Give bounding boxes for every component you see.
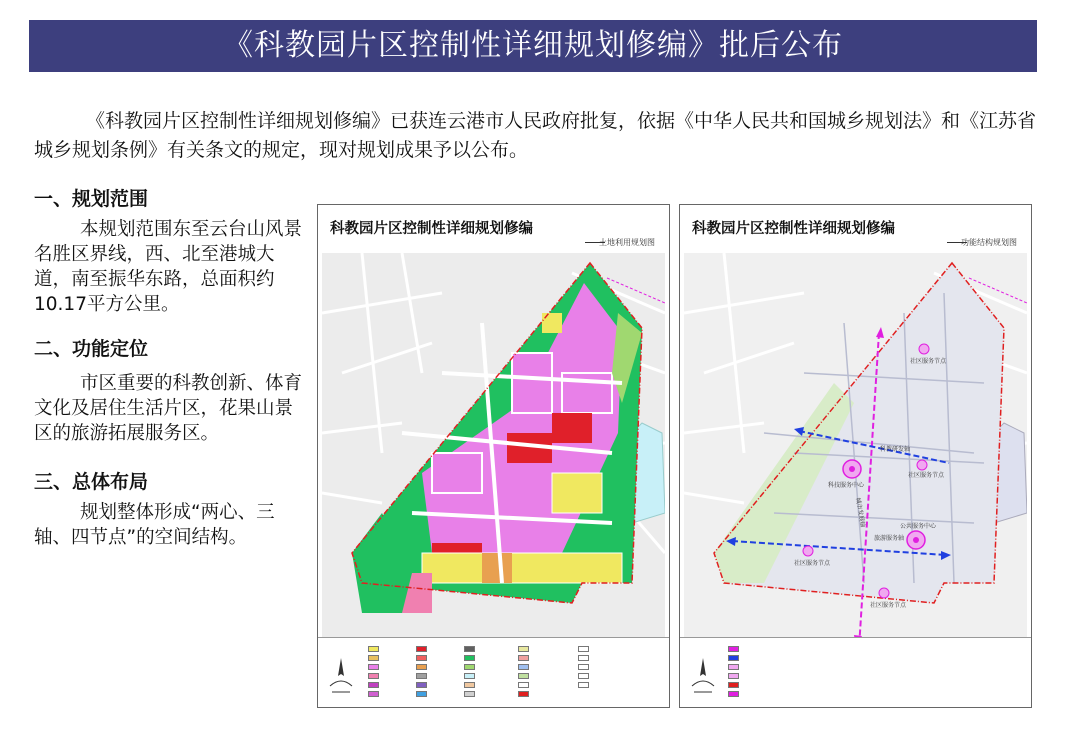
axis-label: 科教研发轴 [880, 446, 911, 453]
map-legend [318, 637, 669, 708]
legend-swatch [416, 673, 429, 679]
functional-structure-map [679, 204, 1032, 708]
legend-swatch [578, 664, 591, 670]
legend-swatch [728, 691, 741, 697]
legend-swatch [518, 664, 531, 670]
legend-swatch [464, 655, 477, 661]
legend-swatch [518, 682, 531, 688]
legend-swatch [464, 691, 477, 697]
legend-swatch [518, 646, 531, 652]
section-body-layout: 规划整体形成“两心、三轴、四节点”的空间结构。 [34, 502, 275, 548]
node-label: 社区服务节点 [910, 358, 947, 365]
legend-swatch [728, 673, 741, 679]
section-heading-scope: 一、规划范围 [34, 188, 149, 210]
legend-swatch [368, 646, 381, 652]
functional-structure-map-drawing [684, 253, 1027, 637]
title-banner [29, 20, 1037, 72]
legend-swatch [464, 682, 477, 688]
legend-swatch [368, 655, 381, 661]
legend-swatch [416, 646, 429, 652]
compass-logo [688, 656, 718, 696]
intro-paragraph: 《科教园片区控制性详细规划修编》已获连云港市人民政府批复，依据《中华人民共和国城乡规划法》和《江苏省城乡规划条例》有关条文的规定，现对规划成果予以公布。 [34, 110, 1037, 161]
legend-swatch [518, 673, 531, 679]
legend-swatch [578, 646, 591, 652]
section-heading-positioning: 二、功能定位 [34, 338, 149, 360]
map-title: 科教园片区控制性详细规划修编 [330, 221, 533, 237]
node-label: 社区服务节点 [908, 472, 945, 479]
legend-swatch [578, 673, 591, 679]
page-title: 《科教园片区控制性详细规划修编》批后公布 [223, 28, 843, 63]
center-label: 公共服务中心 [900, 523, 937, 530]
compass-logo [326, 656, 356, 696]
map-subtitle: 功能结构规划图 [961, 238, 1017, 247]
legend-swatch [464, 664, 477, 670]
land-use-map [317, 204, 670, 708]
section-heading-layout: 三、总体布局 [34, 471, 149, 493]
node-label: 社区服务节点 [794, 560, 831, 567]
legend-swatch [368, 691, 381, 697]
map-legend [680, 637, 1031, 708]
legend-swatch [578, 682, 591, 688]
center-label: 科技服务中心 [828, 482, 865, 489]
legend-swatch [416, 655, 429, 661]
node-label: 社区服务节点 [870, 602, 907, 609]
legend-swatch [464, 646, 477, 652]
section-body-positioning: 市区重要的科教创新、体育文化及居住生活片区，花果山景区的旅游拓展服务区。 [34, 373, 303, 444]
legend-swatch [728, 655, 741, 661]
legend-swatch [368, 682, 381, 688]
map-title: 科教园片区控制性详细规划修编 [692, 221, 895, 237]
map-subtitle: 土地利用规划图 [599, 238, 655, 247]
axis-label: 城市发展轴 [854, 497, 867, 528]
legend-swatch [368, 673, 381, 679]
legend-swatch [728, 682, 741, 688]
section-body-scope: 本规划范围东至云台山风景名胜区界线，西、北至港城大道，南至振华东路，总面积约10.17平方公里。 [34, 219, 303, 315]
legend-swatch [518, 691, 531, 697]
legend-swatch [368, 664, 381, 670]
axis-label: 旅游服务轴 [874, 535, 905, 542]
land-use-map-drawing [322, 253, 665, 637]
legend-swatch [416, 691, 429, 697]
legend-swatch [464, 673, 477, 679]
legend-swatch [416, 682, 429, 688]
legend-swatch [578, 655, 591, 661]
legend-swatch [518, 655, 531, 661]
legend-swatch [728, 646, 741, 652]
legend-swatch [728, 664, 741, 670]
legend-swatch [416, 664, 429, 670]
